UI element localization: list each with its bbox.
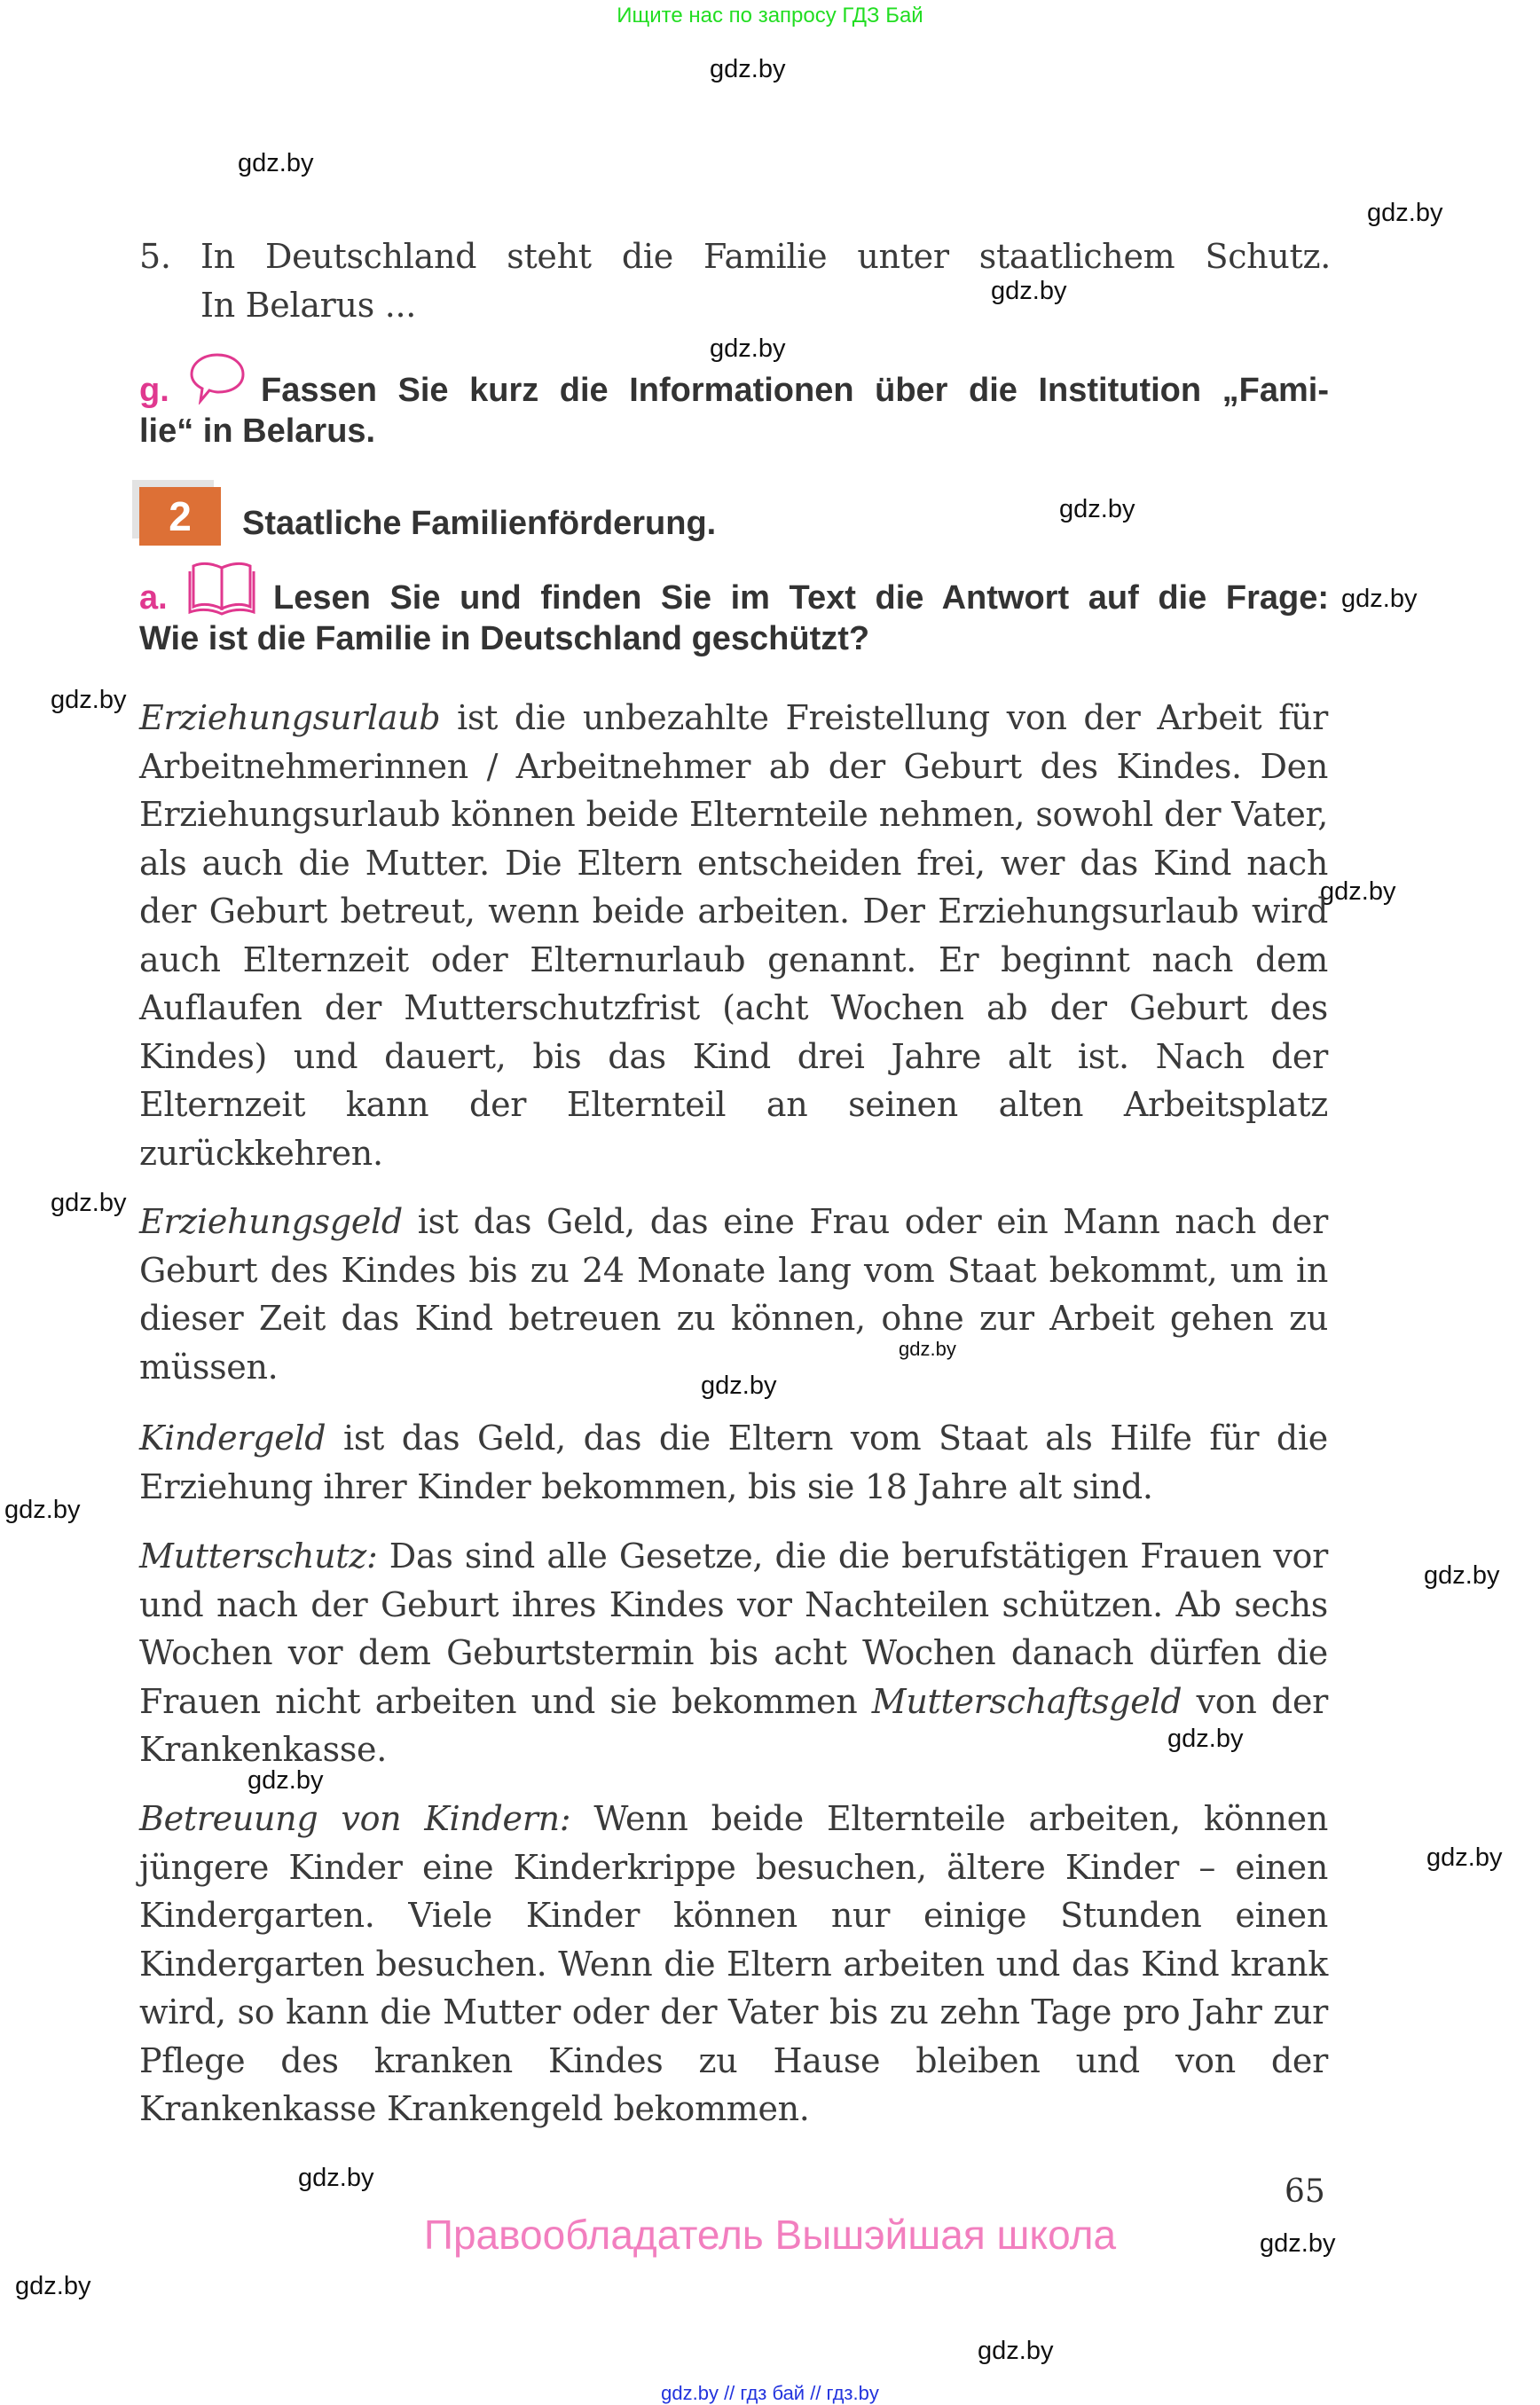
watermark: gdz.by [1167,1725,1244,1753]
paragraph-betreuung [139,1795,1328,2134]
task-g-line1: Fassen Sie kurz die Informationen über die Institution „Fami- [261,372,1329,409]
term-betreuung: Betreuung von Kindern: [139,1799,571,1838]
watermark: gdz.by [1059,495,1135,523]
open-book-icon [188,559,255,617]
text-erziehungsurlaub: ist die unbezahlte Freistellung von der Arbeit für Arbeitnehmerinnen / Arbeitnehmer ab der Geburt des Kindes. Den Erziehungsurlaub können beide Elternteile nehmen, sowohl der Vater, als auch die Mutter. Die Eltern entscheiden frei, wer das Kind nach der Geburt betreut, wenn beide arbeiten. Der Erziehungsurlaub wird auch Elternzeit oder Elternurlaub genannt. Er beginnt nach dem Auflaufen der Mutterschutzfrist (acht Wochen ab der Geburt des Kindes) und dauert, bis das Kind drei Jahre alt ist. Nach der Elternzeit kann der Elternteil an seinen alten Arbeitsplatz zurückkehren. [139,698,1328,1173]
watermark: gdz.by [248,1766,324,1795]
paragraph-mutterschutz [139,1532,1328,1774]
watermark: gdz.by [991,277,1067,305]
text-erziehungsgeld: ist das Geld, das eine Frau oder ein Mann nach der Geburt des Kindes bis zu 24 Monate lang vom Staat bekommt, um in dieser Zeit das Kind betreuen zu können, ohne zur Arbeit gehen zu müssen. [139,1202,1328,1387]
section-title: Staatliche Familienförderung. [242,505,717,542]
paragraph-kindergeld [139,1414,1328,1511]
term-erziehungsurlaub: Erziehungsurlaub [139,698,441,737]
watermark: gdz.by [710,55,786,83]
term-mutterschaftsgeld: Mutterschaftsgeld [871,1681,1182,1721]
copyright-notice: Правообладатель Вышэйшая школа [423,2212,1117,2258]
task-g-letter: g. [139,372,169,409]
section-number-badge: 2 [139,487,221,546]
term-kindergeld: Kindergeld [139,1419,326,1458]
watermark: gdz.by [1426,1843,1503,1872]
watermark: gdz.by [1424,1561,1500,1590]
term-erziehungsgeld: Erziehungsgeld [139,1202,403,1241]
watermark: gdz.by [15,2272,91,2300]
watermark: gdz.by [51,1189,127,1217]
watermark: gdz.by [4,1496,81,1524]
watermark: gdz.by [701,1371,777,1400]
watermark: gdz.by [1341,585,1418,613]
paragraph-erziehungsgeld [139,1198,1328,1391]
watermark: gdz.by [298,2164,374,2192]
speech-bubble-icon [188,351,247,405]
text-betreuung: Wenn beide Elternteile arbeiten, können jüngere Kinder eine Kinderkrippe besuchen, ältere Kinder – einen Kindergarten. Viele Kinder können nur einige Stunden einen Kindergarten besuchen. Wenn die Eltern arbeiten und das Kind krank wird, so kann die Mutter oder der Vater bis zu zehn Tage pro Jahr zur Pflege des kranken Kindes zu Hause bleiben und von der Krankenkasse Krankengeld bekommen. [139,1799,1329,2128]
exercise-item-5-number: 5. [139,237,171,276]
page-number: 65 [1285,2173,1325,2210]
watermark: gdz.by [1260,2229,1336,2258]
task-g-line2: lie“ in Belarus. [139,413,376,450]
term-mutterschutz: Mutterschutz: [139,1537,378,1576]
exercise-item-5-line2: In Belarus ... [200,286,417,325]
watermark: gdz.by [710,334,786,363]
paragraph-erziehungsurlaub [139,694,1328,1177]
search-hint-banner: Ищите нас по запросу ГДЗ Бай [617,4,923,28]
text-kindergeld: ist das Geld, das die Eltern vom Staat als Hilfe für die Erziehung ihrer Kinder bekommen, bis sie 18 Jahre alt sind. [139,1419,1328,1506]
watermark: gdz.by [238,149,314,177]
footer-links[interactable]: gdz.by // гдз бай // гдз.by [661,2382,879,2404]
exercise-item-5-line1: In Deutschland steht die Familie unter staatlichem Schutz. [200,237,1331,276]
task-a-letter: a. [139,579,168,617]
text-mutterschutz-1: Das sind alle Gesetze, die die berufstätigen Frauen vor und nach der Geburt ihres Kindes vor Nachteilen schützen. Ab sechs Wochen vor dem Geburtstermin bis acht Wochen danach dürfen die Frauen nicht arbeiten und sie bekommen [139,1537,1328,1721]
watermark: gdz.by [1320,877,1396,906]
watermark: gdz.by [978,2337,1054,2365]
watermark: gdz.by [899,1338,956,1360]
watermark: gdz.by [51,686,127,714]
text-mutterschutz-2: von der Krankenkasse. [139,1681,1329,1769]
task-a-line2: Wie ist die Familie in Deutschland geschützt? [139,620,870,657]
task-a-line1: Lesen Sie und finden Sie im Text die Antwort auf die Frage: [273,579,1329,617]
watermark: gdz.by [1367,199,1443,227]
